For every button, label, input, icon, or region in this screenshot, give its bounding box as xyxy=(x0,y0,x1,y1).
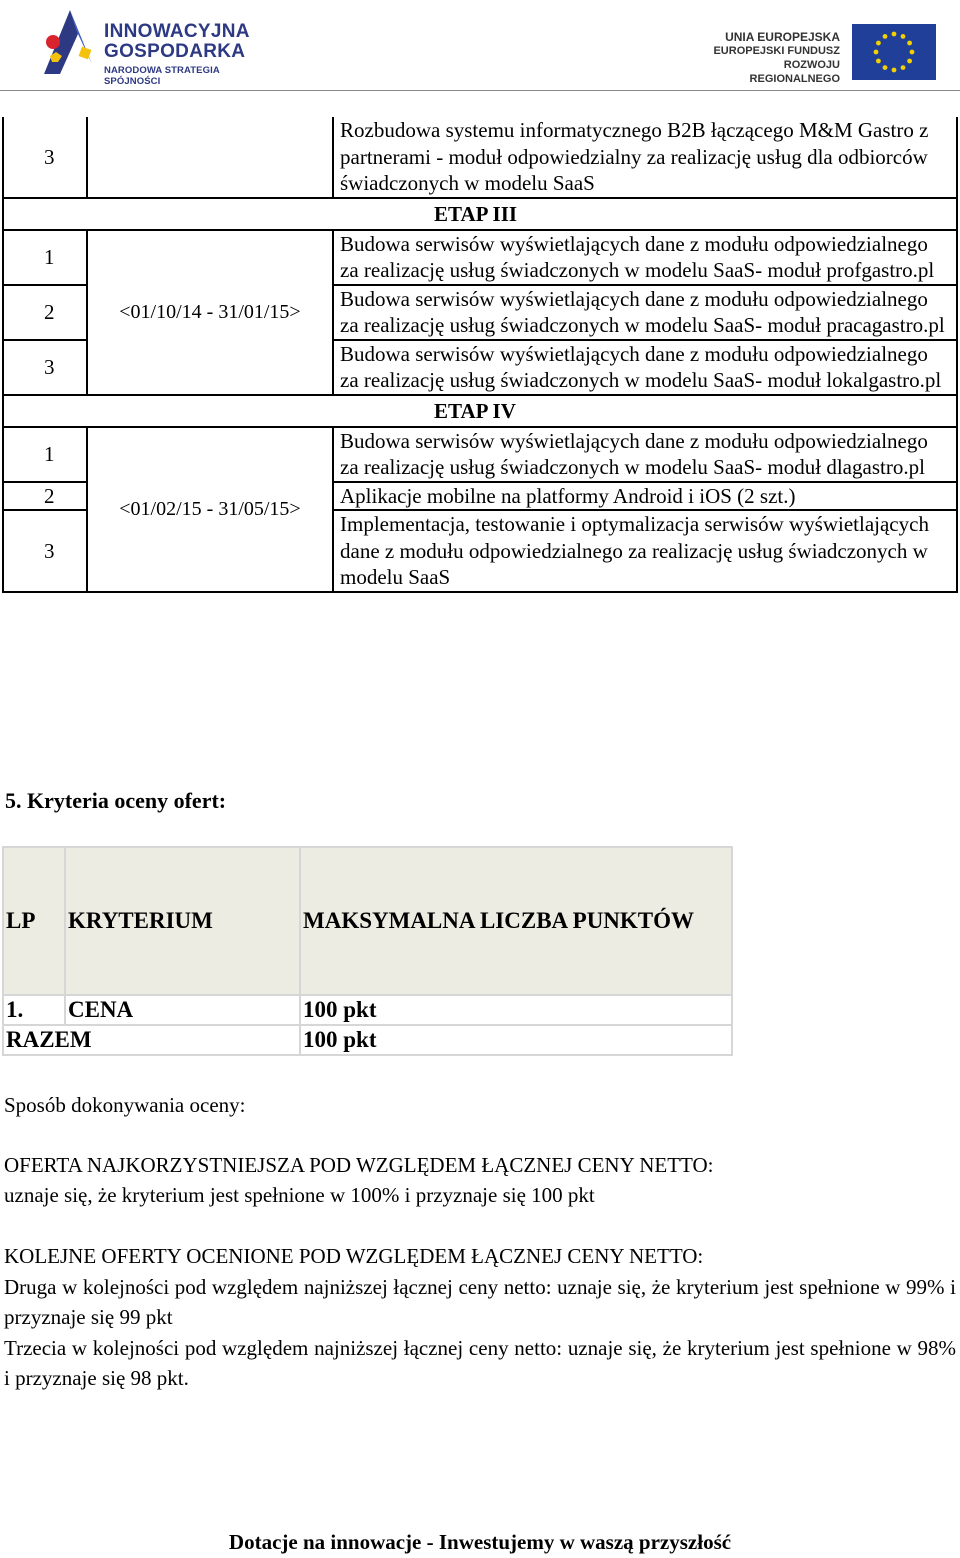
task-description: Budowa serwisów wyświetlających dane z modułu odpowiedzialnego za realizację usług świadczonych w modelu SaaS- moduł lokalgastro.pl xyxy=(333,340,957,395)
eu-star-icon xyxy=(883,34,888,39)
row-number: 1 xyxy=(3,427,87,482)
page-footer: Dotacje na innowacje - Inwestujemy w waszą przyszłość xyxy=(228,1530,732,1554)
criteria-header-row xyxy=(3,847,732,995)
second-offer-rule: Druga w kolejności pod względem najniższej łącznej ceny netto: uznaje się, że kryterium jest spełnione w 99% i przyznaje się 99 pkt xyxy=(4,1275,956,1329)
task-description: Rozbudowa systemu informatycznego B2B łączącego M&M Gastro z partnerami - moduł odpowiedzialny za realizację usług dla odbiorców świadczonych w modelu SaaS xyxy=(333,117,957,198)
row-number: 2 xyxy=(3,482,87,511)
table-row xyxy=(3,230,957,285)
task-description: Budowa serwisów wyświetlających dane z modułu odpowiedzialnego za realizację usług świadczonych w modelu SaaS- moduł pracagastro.pl xyxy=(333,285,957,340)
eu-star-icon xyxy=(876,41,881,46)
eu-star-icon xyxy=(910,50,915,55)
row-number: 2 xyxy=(3,285,87,340)
task-description: Implementacja, testowanie i optymalizacja serwisów wyświetlających dane z modułu odpowiedzialnego za realizację usług świadczonych w modelu SaaS xyxy=(333,510,957,592)
task-description: Aplikacje mobilne na platformy Android i iOS (2 szt.) xyxy=(333,482,957,511)
task-description: Budowa serwisów wyświetlających dane z modułu odpowiedzialnego za realizację usług świadczonych w modelu SaaS- moduł dlagastro.pl xyxy=(333,427,957,482)
total-label: RAZEM xyxy=(3,1025,300,1055)
schedule-table xyxy=(2,117,958,593)
row-number: 3 xyxy=(3,340,87,395)
column-header-criterion: KRYTERIUM xyxy=(65,847,300,995)
column-header-lp: LP xyxy=(3,847,65,995)
eu-logo-line2: EUROPEJSKI FUNDUSZ xyxy=(713,45,840,57)
column-header-max-points: MAKSYMALNA LICZBA PUNKTÓW xyxy=(300,847,732,995)
eu-star-icon xyxy=(892,68,897,73)
next-offers-title: KOLEJNE OFERTY OCENIONE POD WZGLĘDEM ŁĄCZNEJ CENY NETTO: xyxy=(4,1244,704,1268)
eu-logo-line1: UNIA EUROPEJSKA xyxy=(725,30,840,44)
eu-star-icon xyxy=(876,59,881,64)
etap-title: ETAP III xyxy=(3,198,957,230)
innowacyjna-logo-mark-icon xyxy=(40,4,100,80)
section-title: 5. Kryteria oceny ofert: xyxy=(5,788,227,813)
eu-logo-text xyxy=(696,30,840,86)
etap-header-row xyxy=(3,198,957,230)
eu-star-icon xyxy=(901,65,906,70)
logo-text-line2: GOSPODARKA xyxy=(104,41,246,62)
eu-logo xyxy=(696,22,936,85)
total-points: 100 pkt xyxy=(300,1025,732,1055)
total-row xyxy=(3,1025,732,1055)
eu-star-icon xyxy=(892,32,897,37)
eu-star-icon xyxy=(883,65,888,70)
criteria-table xyxy=(2,846,733,1056)
date-cell-empty xyxy=(87,117,333,198)
third-offer-rule: Trzecia w kolejności pod względem najniższej łącznej ceny netto: uznaje się, że kryterium jest spełnione w 98% i przyznaje się 98 pkt. xyxy=(4,1336,956,1390)
table-row xyxy=(3,427,957,482)
row-number: 3 xyxy=(3,117,87,198)
date-range: <01/02/15 - 31/05/15> xyxy=(87,427,333,592)
task-description: Budowa serwisów wyświetlających dane z modułu odpowiedzialnego za realizację usług świadczonych w modelu SaaS- moduł profgastro.pl xyxy=(333,230,957,285)
criterion-name: CENA xyxy=(65,995,300,1025)
criterion-points: 100 pkt xyxy=(300,995,732,1025)
logo-text-line1: INNOWACYJNA xyxy=(104,21,250,42)
etap-title: ETAP IV xyxy=(3,395,957,427)
logo-text-line3: NARODOWA STRATEGIA SPÓJNOŚCI xyxy=(104,65,220,87)
eu-star-icon xyxy=(907,59,912,64)
eu-star-icon xyxy=(874,50,879,55)
date-range: <01/10/14 - 31/01/15> xyxy=(87,230,333,395)
eu-flag-icon xyxy=(852,24,936,80)
table-row xyxy=(3,117,957,198)
row-number: 1 xyxy=(3,230,87,285)
page-header xyxy=(0,0,960,91)
best-offer-description: uznaje się, że kryterium jest spełnione w 100% i przyznaje się 100 pkt xyxy=(4,1183,595,1207)
etap-header-row xyxy=(3,395,957,427)
criterion-lp: 1. xyxy=(3,995,65,1025)
innowacyjna-gospodarka-logo xyxy=(40,4,270,87)
eu-logo-line3: ROZWOJU REGIONALNEGO xyxy=(749,59,840,85)
eu-star-icon xyxy=(907,41,912,46)
row-number: 3 xyxy=(3,510,87,592)
evaluation-method-label: Sposób dokonywania oceny: xyxy=(4,1093,246,1117)
table-row xyxy=(3,995,732,1025)
eu-star-icon xyxy=(901,34,906,39)
best-offer-title: OFERTA NAJKORZYSTNIEJSZA POD WZGLĘDEM ŁĄCZNEJ CENY NETTO: xyxy=(4,1153,714,1177)
